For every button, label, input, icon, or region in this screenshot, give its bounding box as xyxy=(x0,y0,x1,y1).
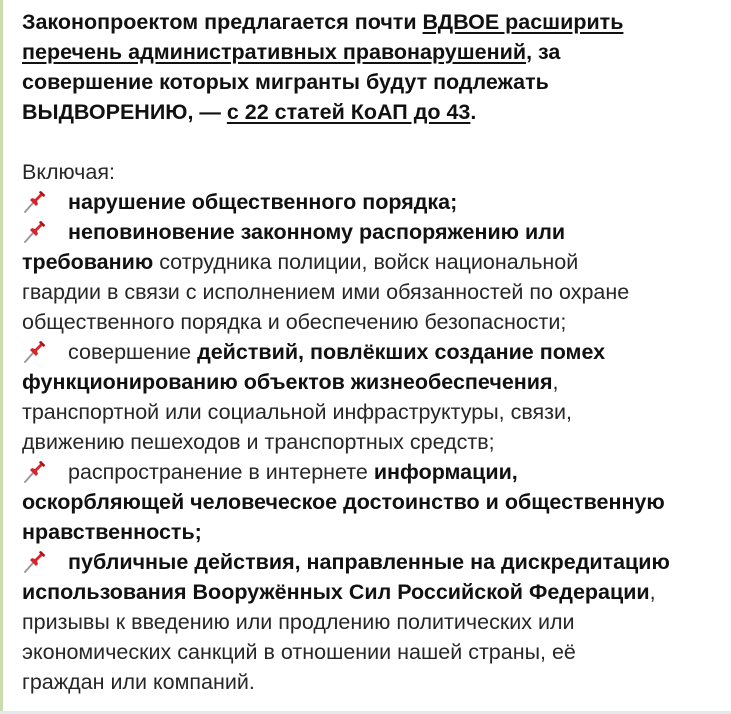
text-segment: движению пешеходов и транспортных средств; xyxy=(22,430,495,454)
text-line xyxy=(22,607,727,637)
text-line xyxy=(22,307,727,337)
list-item-line xyxy=(22,217,727,247)
text-line xyxy=(22,517,727,547)
bold-text: функционированию объектов жизнеобеспечения xyxy=(22,370,553,394)
text-segment: гвардии в связи с исполнением ими обязанностей по охране xyxy=(22,280,630,304)
text-segment: , xyxy=(552,370,559,394)
list-item-line xyxy=(22,187,727,217)
bold-text: оскорбляющей человеческое достоинство и общественную xyxy=(22,490,665,514)
text-segment: транспортной или социальной инфраструктуры, связи, xyxy=(22,400,573,424)
pushpin-icon xyxy=(22,188,48,214)
text-line xyxy=(22,637,727,667)
pushpin-icon xyxy=(22,338,48,364)
bold-text: . xyxy=(470,100,477,124)
bold-text: информации, xyxy=(373,460,518,484)
text-line xyxy=(22,7,727,37)
message-accent-bar xyxy=(0,0,3,714)
bold-text: Законопроектом предлагается почти xyxy=(22,10,423,34)
text-line xyxy=(22,37,727,67)
pushpin-icon xyxy=(22,218,48,244)
text-segment: распространение в интернете xyxy=(68,460,374,484)
text-line xyxy=(22,247,727,277)
bold-text: требованию xyxy=(22,250,154,274)
list-item-line xyxy=(22,337,727,367)
pushpin-icon xyxy=(22,548,48,574)
bold-text: действий, повлёкших создание помех xyxy=(197,340,606,364)
bold-text: нарушение общественного порядка; xyxy=(68,190,458,214)
text-line xyxy=(22,397,727,427)
text-line xyxy=(22,127,727,157)
bold-text: , за xyxy=(526,40,561,64)
text-segment: общественного порядка и обеспечению безопасности; xyxy=(22,310,567,334)
text-segment: граждан или компаний. xyxy=(22,670,255,694)
bold-text: неповиновение законному распоряжению или xyxy=(68,220,566,244)
text-line xyxy=(22,427,727,457)
text-line xyxy=(22,67,727,97)
underlined-text: с 22 статей КоАП до 43 xyxy=(226,100,471,124)
list-item-line xyxy=(22,457,727,487)
text-segment: , xyxy=(649,580,656,604)
bold-text: нравственность; xyxy=(22,520,202,544)
text-segment: Включая: xyxy=(22,160,115,184)
text-segment: сотрудника полиции, войск национальной xyxy=(153,250,579,274)
pushpin-icon xyxy=(22,458,48,484)
underlined-text: перечень административных правонарушений xyxy=(22,40,527,64)
text-line xyxy=(22,487,727,517)
bold-text: совершение которых мигранты будут подлежать xyxy=(22,70,549,94)
text-line xyxy=(22,367,727,397)
message-text xyxy=(22,7,727,697)
text-segment: совершение xyxy=(68,340,198,364)
text-segment: экономических санкций в отношении нашей страны, её xyxy=(22,640,576,664)
text-line xyxy=(22,577,727,607)
text-line xyxy=(22,157,727,187)
list-item-line xyxy=(22,547,727,577)
text-line xyxy=(22,277,727,307)
text-line xyxy=(22,667,727,697)
text-segment: призывы к введению или продлению политических или xyxy=(22,610,575,634)
text-line xyxy=(22,97,727,127)
bold-text: публичные действия, направленные на дискредитацию xyxy=(68,550,670,574)
bold-text: использования Вооружённых Сил Российской Федерации xyxy=(22,580,650,604)
underlined-text: ВДВОЕ расширить xyxy=(422,10,624,34)
bold-text: ВЫДВОРЕНИЮ, — xyxy=(22,100,227,124)
